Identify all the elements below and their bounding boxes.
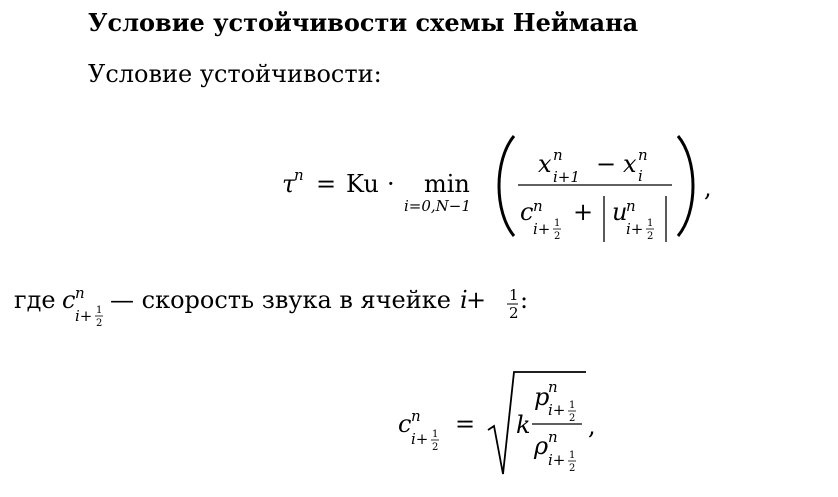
c-inline: c [62,286,76,314]
minus-sign: − [596,150,617,178]
left-paren [499,136,514,236]
tau-superscript: n [294,166,304,184]
c-inline-half-num: 1 [96,305,103,316]
p-half-num: 1 [569,400,576,411]
rho-symbol: ρ [534,432,549,460]
c-half-num: 1 [554,218,561,229]
x1-sub: i+1 [553,168,580,186]
c-sub: i+ [533,220,551,238]
equals-sign-2: = [455,410,476,438]
u-symbol: u [612,198,628,226]
rho-sup: n [548,428,558,446]
p-symbol: p [534,383,550,411]
half-inline-num: 1 [509,286,519,304]
colon: : [520,286,529,314]
c-lhs-half-den: 2 [432,442,439,453]
rho-half-num: 1 [569,450,576,461]
u-sub: i+ [626,220,644,238]
c-lhs-sub: i+ [411,430,429,448]
p-sup: n [548,378,558,396]
i-var: i [460,286,468,314]
courant-constant: Ku [346,170,379,198]
where-word: где [14,286,56,314]
x2-sub: i [638,167,643,185]
sound-speed-sentence [14,284,528,329]
rho-sub: i+ [548,451,566,469]
u-half-num: 1 [647,218,654,229]
min-operator: min [424,170,470,198]
sound-speed-text: — скорость звука в ячейке [110,286,451,314]
x2-sup: n [638,146,648,164]
trailing-comma-2: , [588,412,596,440]
k-symbol: k [516,411,531,439]
x-i: x [623,150,637,178]
c-sup: n [533,197,543,215]
section-heading: Условие устойчивости схемы Неймана [88,8,639,37]
stability-formula [282,136,712,242]
c-lhs: c [398,410,412,438]
min-range: i=0,N−1 [404,197,471,215]
c-inline-sub: i+ [75,307,93,325]
tau-symbol: τ [282,170,296,198]
sound-speed-formula [398,372,596,474]
plus-inline: + [466,286,487,314]
c-inline-half-den: 2 [96,318,103,329]
u-sup: n [626,197,636,215]
c-inline-sup: n [75,284,85,302]
p-half-den: 2 [569,413,576,424]
c-half-den: 2 [554,231,561,242]
half-inline-den: 2 [509,304,519,322]
rho-half-den: 2 [569,463,576,474]
intro-text: Условие устойчивости: [88,60,382,88]
u-half-den: 2 [647,231,654,242]
trailing-comma: , [704,174,712,202]
right-paren [678,136,693,236]
equals-sign: = [316,170,337,198]
dot-operator: · [387,170,395,198]
p-sub: i+ [548,401,566,419]
c-symbol: c [520,198,534,226]
x-i-plus-1: x [538,150,552,178]
c-lhs-half-num: 1 [432,429,439,440]
c-lhs-sup: n [411,407,421,425]
plus-sign: + [573,198,594,226]
x1-sup: n [553,146,563,164]
